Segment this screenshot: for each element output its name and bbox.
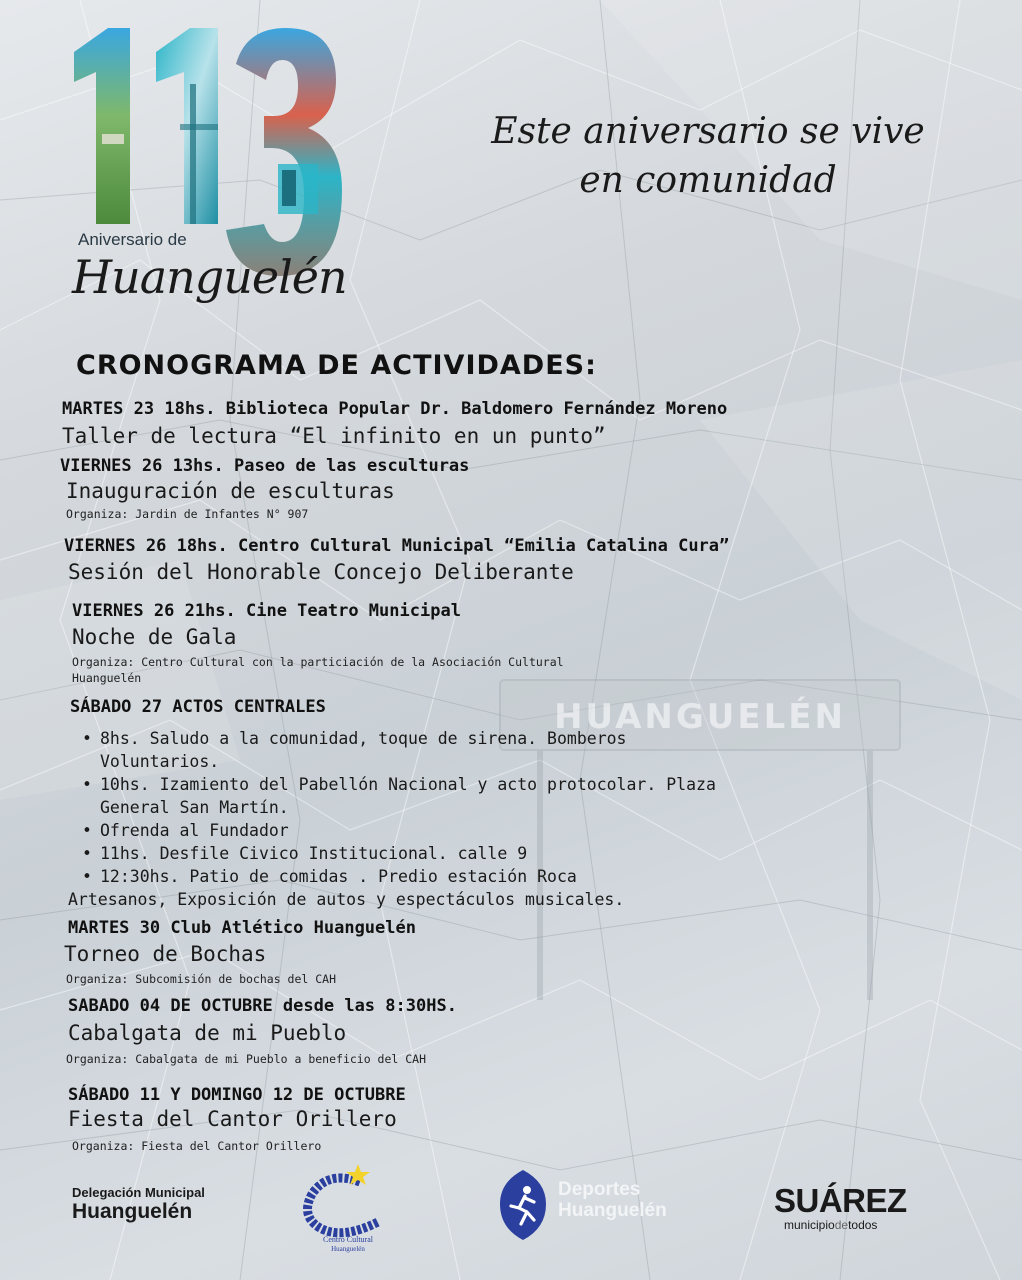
svg-text:Huanguelén: Huanguelén (331, 1245, 365, 1253)
event-heading: MARTES 23 18hs. Biblioteca Popular Dr. Baldomero Fernández Moreno (62, 399, 728, 419)
tagline (448, 108, 968, 205)
event-organizer: Organiza: Jardin de Infantes N° 907 (66, 507, 309, 521)
centro-cultural-logo (298, 1160, 398, 1254)
event-heading: SÁBADO 27 ACTOS CENTRALES (70, 697, 326, 717)
deportes-shield-icon (496, 1168, 550, 1242)
event-description: Sesión del Honorable Concejo Deliberante (68, 560, 574, 584)
town-script-title: Huanguelén (72, 250, 347, 304)
list-item: • 12:30hs. Patio de comidas . Predio estación Roca (100, 865, 750, 888)
event-heading: VIERNES 26 18hs. Centro Cultural Municipal “Emilia Catalina Cura” (64, 536, 730, 556)
event-organizer: Organiza: Cabalgata de mi Pueblo a beneficio del CAH (66, 1052, 427, 1066)
central-acts-footer: Artesanos, Exposición de autos y espectáculos musicales. (68, 890, 625, 909)
list-item: • 11hs. Desfile Civico Institucional. calle 9 (100, 842, 750, 865)
event-description: Inauguración de esculturas (66, 479, 395, 503)
event-description: Cabalgata de mi Pueblo (68, 1021, 347, 1045)
schedule-title: CRONOGRAMA DE ACTIVIDADES: (76, 350, 597, 381)
event-description: Noche de Gala (72, 625, 237, 649)
central-acts-list (70, 727, 750, 888)
anniversary-label: Aniversario de (78, 230, 187, 249)
suarez-tagline: municipiodetodos (784, 1218, 878, 1232)
event-heading: VIERNES 26 13hs. Paseo de las esculturas (60, 456, 470, 476)
delegacion-municipal-logo (72, 1186, 205, 1222)
event-description: Fiesta del Cantor Orillero (68, 1107, 397, 1131)
event-organizer: Organiza: Centro Cultural con la particiación de la Asociación Cultural (72, 655, 564, 669)
list-item: • 8hs. Saludo a la comunidad, toque de sirena. Bomberos Voluntarios. (100, 727, 750, 773)
delegacion-label: Delegación Municipal (72, 1185, 205, 1200)
event-heading: VIERNES 26 21hs. Cine Teatro Municipal (72, 601, 461, 621)
svg-text:Centro Cultural: Centro Cultural (323, 1235, 373, 1244)
suarez-municipio-logo (774, 1184, 907, 1232)
list-item: • Ofrenda al Fundador (100, 819, 750, 842)
event-heading: MARTES 30 Club Atlético Huanguelén (68, 918, 416, 938)
suarez-wordmark: SUÁREZ (774, 1182, 907, 1219)
delegacion-town: Huanguelén (72, 1200, 193, 1223)
list-item: • 10hs. Izamiento del Pabellón Nacional y acto protocolar. Plaza General San Martín. (100, 773, 750, 819)
background-sign-text: HUANGUELÉN (554, 697, 846, 737)
tagline-line-2: en comunidad (579, 159, 837, 201)
event-heading: SABADO 04 DE OCTUBRE desde las 8:30HS. (68, 996, 457, 1016)
event-description: Torneo de Bochas (64, 942, 267, 966)
event-organizer-continued: Huanguelén (72, 671, 142, 685)
event-organizer: Organiza: Fiesta del Cantor Orillero (72, 1139, 322, 1153)
event-description: Taller de lectura “El infinito en un punto” (62, 424, 606, 448)
central-acts-block (70, 727, 750, 911)
tagline-line-1: Este aniversario se vive (491, 111, 925, 152)
event-heading: SÁBADO 11 Y DOMINGO 12 DE OCTUBRE (68, 1085, 406, 1105)
deportes-logo-text: Deportes Huanguelén (558, 1179, 667, 1221)
event-organizer: Organiza: Subcomisión de bochas del CAH (66, 972, 337, 986)
